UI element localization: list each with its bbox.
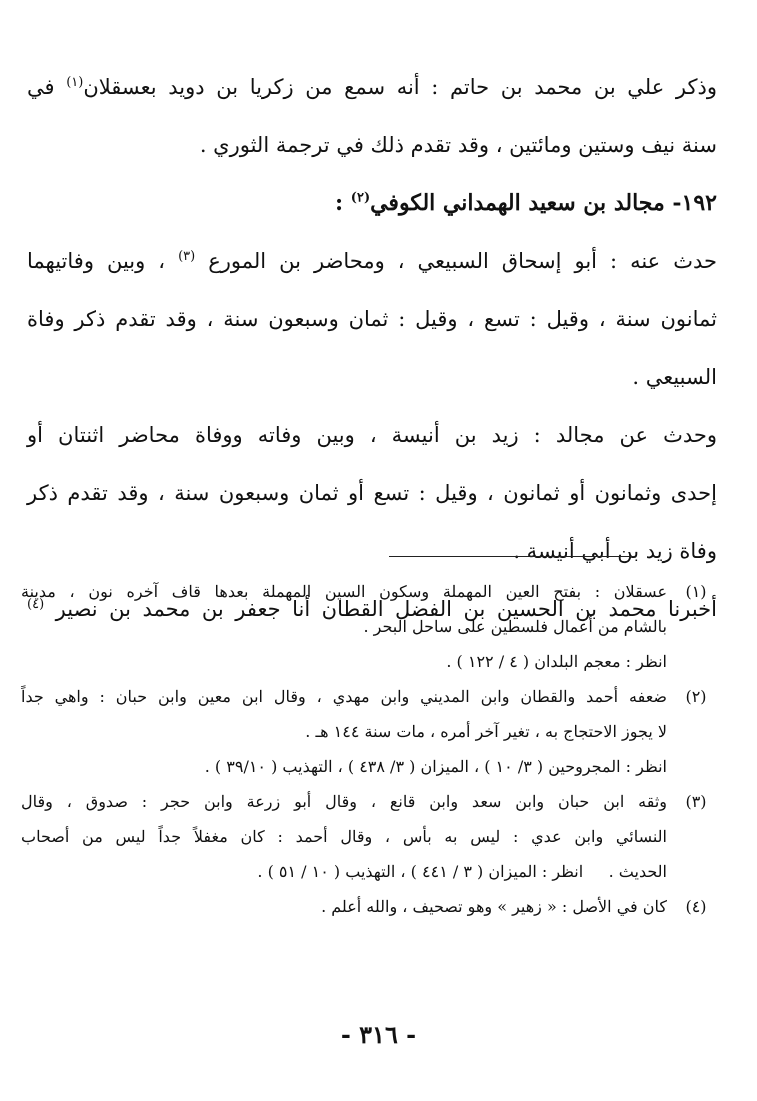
footnote-line: انظر : المجروحين ( ٣/ ١٠ ) ، الميزان ( ٣/ ٤٣٨ ) ، التهذيب ( ٣٩/١٠ ) . <box>204 757 667 776</box>
footnote-line: النسائي وابن عدي : ليس به بأس ، وقال أحمد : كان مغفلاً جداً ليس من أصحاب <box>21 827 667 846</box>
text-line: سنة نيف وستين ومائتين ، وقد تقدم ذلك في ترجمة الثوري . <box>199 133 717 157</box>
footnote <box>21 889 717 924</box>
text-line: وذكر علي بن محمد بن حاتم : أنه سمع من زكريا بن دويد بعسقلان$^{(١)}$ في <box>27 75 717 99</box>
text-line: ثمانون سنة ، وقيل : تسع ، وقيل : ثمان وسبعون سنة ، وقد تقدم ذكر وفاة <box>27 307 717 331</box>
footnotes <box>21 574 717 924</box>
footnote-number: (٤) <box>685 897 707 916</box>
footnote-line: عسقلان : بفتح العين المهملة وسكون السين المهملة بعدها قاف آخره نون ، مدينة <box>21 582 667 601</box>
footnote-number: (٣) <box>685 792 707 811</box>
footnote-marker: (٣) <box>178 249 196 264</box>
footnote-line: ضعفه أحمد والقطان وابن المديني وابن مهدي ، وقال ابن معين وابن حبان : واهي جداً <box>21 687 667 706</box>
footnote-line: كان في الأصل : « زهير » وهو تصحيف ، والله أعلم . <box>321 897 667 916</box>
footnote-marker: (١) <box>66 75 84 90</box>
footnote-number: (١) <box>685 582 707 601</box>
footnote-separator <box>389 556 634 557</box>
footnote <box>21 784 717 889</box>
page-number: - ٣١٦ - <box>340 1020 417 1049</box>
text-line: أخبرنا محمد بن الحسين بن الفضل القطان أنا جعفر بن محمد بن نصير $^{(٤)}$ <box>27 597 717 621</box>
footnote-marker: (٤) <box>27 597 45 612</box>
text-line: إحدى وثمانون أو ثمانون ، وقيل : تسع أو ثمان وسبعون سنة ، وقد تقدم ذكر <box>27 481 717 505</box>
text-line: وفاة زيد بن أبي أنيسة . <box>513 539 717 563</box>
footnote-line: بالشام من أعمال فلسطين على ساحل البحر . <box>363 617 667 636</box>
footnote-line: انظر : معجم البلدان ( ٤ / ١٢٢ ) . <box>446 652 667 671</box>
main-text <box>27 58 717 638</box>
footnote-line: لا يجوز الاحتجاج به ، تغير آخر أمره ، مات سنة ١٤٤ هـ . <box>305 722 667 741</box>
footnote <box>21 574 717 679</box>
footnote <box>21 679 717 784</box>
footnote-number: (٢) <box>685 687 707 706</box>
entry-heading: ١٩٢- مجالد بن سعيد الهمداني الكوفي$^{(٢)}$ : <box>335 190 717 216</box>
text-line: السبيعي . <box>632 365 717 389</box>
footnote-line: الحديث . انظر : الميزان ( ٣ / ٤٤١ ) ، التهذيب ( ١٠ / ٥١ ) . <box>257 862 667 881</box>
text-line: وحدث عن مجالد : زيد بن أنيسة ، وبين وفاته ووفاة محاضر اثنتان أو <box>27 423 717 447</box>
footnote-marker: (٢) <box>350 190 371 206</box>
footnote-line: وثقه ابن حبان وابن سعد وابن قانع ، وقال أبو زرعة وابن حجر : صدوق ، وقال <box>21 792 667 811</box>
text-line: حدث عنه : أبو إسحاق السبيعي ، ومحاضر بن المورع $^{(٣)}$ ، وبين وفاتيهما <box>27 249 717 273</box>
